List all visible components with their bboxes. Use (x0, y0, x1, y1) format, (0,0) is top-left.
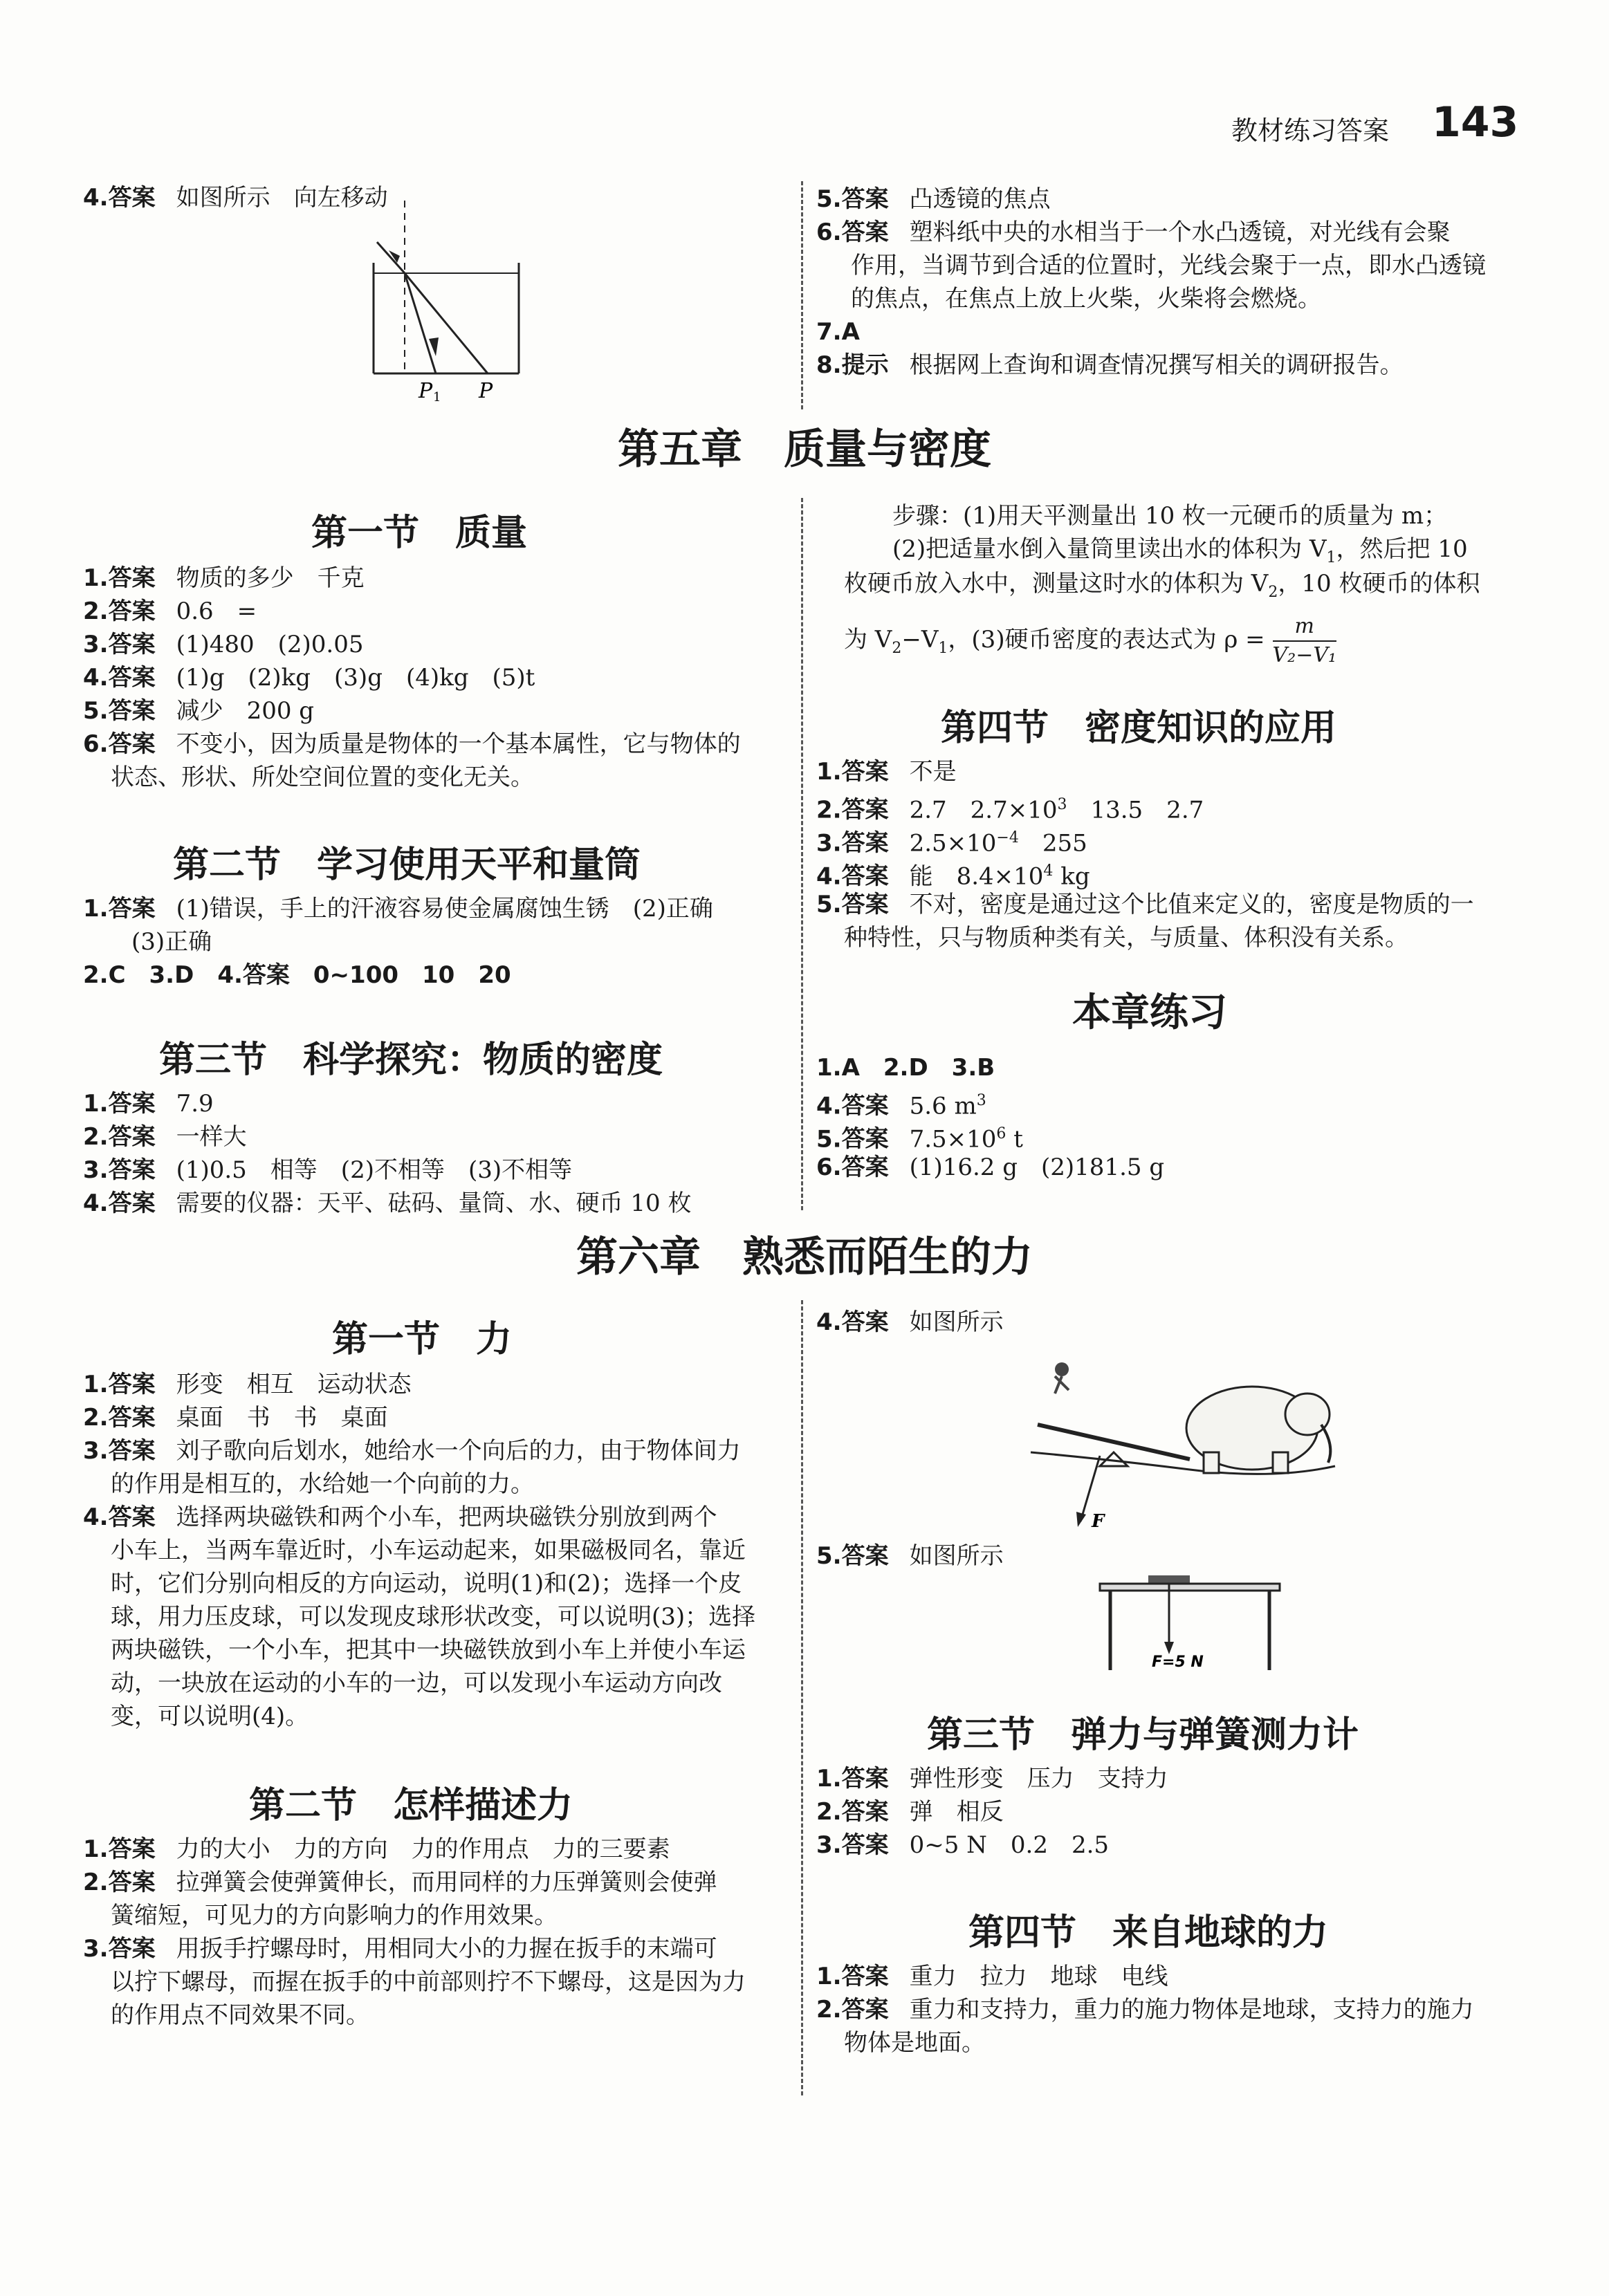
answer-line: 枚硬币放入水中，测量这时水的体积为 $V_2$，10 枚硬币的体积 (844, 570, 1480, 601)
section-title: 第四节 密度知识的应用 (941, 707, 1337, 749)
answer-line: 1.答案 弹性形变 压力 支持力 (816, 1765, 1168, 1793)
answer-line: 6.答案 (1)16.2 g (2)181.5 g (816, 1154, 1165, 1181)
answer-line: 物体是地面。 (844, 2029, 985, 2057)
answer-line: 时，它们分别向相反的方向运动，说明(1)和(2)；选择一个皮 (111, 1570, 742, 1598)
answer-line: 步骤：(1)用天平测量出 10 枚一元硬币的质量为 m； (892, 502, 1448, 530)
answer-line: 1.答案 重力 拉力 地球 电线 (816, 1963, 1168, 1990)
elephant-seesaw-figure (1024, 1349, 1342, 1528)
answer-line: 为 $V_2-V_1$，(3)硬币密度的表达式为 ρ = $\frac{m}{\text{V₂−V₁}}$ (844, 613, 1336, 669)
answer-line: 两块磁铁，一个小车，把其中一块磁铁放到小车上并使小车运 (111, 1636, 746, 1664)
column-divider (801, 1300, 803, 2095)
answer-line: 种特性，只与物质种类有关，与质量、体积没有关系。 (844, 924, 1408, 952)
answer-line: 3.答案 刘子歌向后划水，她给水一个向后的力，由于物体间力 (83, 1437, 741, 1465)
answer-line: 1.答案 7.9 (83, 1090, 214, 1118)
answer-line: 的焦点，在焦点上放上火柴，火柴将会燃烧。 (851, 285, 1321, 313)
label-p: P (479, 379, 493, 401)
answer-line: 的作用点不同效果不同。 (111, 2001, 369, 2029)
answer-line: 6.答案 不变小，因为质量是物体的一个基本属性，它与物体的 (83, 730, 741, 758)
answer-line: 作用，当调节到合适的位置时，光线会聚于一点，即水凸透镜 (851, 252, 1486, 279)
answer-line: 2.答案 2.7 $2.7\times 10^3$ 13.5 2.7 (816, 796, 1204, 824)
section-title: 第一节 质量 (311, 512, 528, 554)
answer-line: 1.A 2.D 3.B (816, 1054, 995, 1082)
answer-line: 4.答案 需要的仪器：天平、砝码、量筒、水、硬币 10 枚 (83, 1189, 692, 1217)
section-title: 第二节 怎样描述力 (249, 1785, 573, 1826)
running-header: 教材练习答案 (1231, 115, 1390, 146)
answer-line: 以拧下螺母，而握在扳手的中前部则拧不下螺母，这是因为力 (111, 1968, 746, 1996)
answer-line: 4.答案 能 $8.4\times 10^4$ kg (816, 862, 1090, 891)
section-title: 第二节 学习使用天平和量筒 (173, 844, 641, 886)
section-title: 第一节 力 (332, 1319, 513, 1360)
answer-line: 2.答案 重力和支持力，重力的施力物体是地球，支持力的施力 (816, 1996, 1474, 2024)
answer-line: 1.答案 物质的多少 千克 (83, 564, 365, 592)
section-title: 第四节 来自地球的力 (968, 1912, 1329, 1954)
answer-line: 6.答案 塑料纸中央的水相当于一个水凸透镜，对光线有会聚 (816, 219, 1451, 246)
answer-line: 3.答案 (1)0.5 相等 (2)不相等 (3)不相等 (83, 1156, 573, 1184)
answer-line: 2.答案 拉弹簧会使弹簧伸长，而用同样的力压弹簧则会使弹 (83, 1869, 717, 1896)
answer-line: 4.答案 选择两块磁铁和两个小车，把两块磁铁分别放到两个 (83, 1503, 717, 1531)
answer-line: 的作用是相互的，水给她一个向前的力。 (111, 1470, 534, 1498)
density-fraction: $\frac{m}{\text{V₂−V₁}}$ (1272, 614, 1337, 667)
answer-line: 小车上，当两车靠近时，小车运动起来，如果磁极同名，靠近 (111, 1537, 746, 1564)
force-label: F=5 N (1152, 1654, 1204, 1671)
answer-line: 变，可以说明(4)。 (111, 1703, 309, 1730)
chapter-title: 第五章 质量与密度 (618, 425, 991, 474)
answer-line: 2.答案 桌面 书 书 桌面 (83, 1404, 388, 1432)
answer-line: 1.答案 形变 相互 运动状态 (83, 1371, 412, 1398)
answer-line: 4.答案 5.6 $m^3$ (816, 1092, 986, 1120)
answer-line: 5.答案 $7.5\times 10^6$ t (816, 1125, 1023, 1154)
force-label: F (1092, 1511, 1105, 1528)
answer-line: 1.答案 力的大小 力的方向 力的作用点 力的三要素 (83, 1835, 670, 1863)
answer-line: 7.A (816, 318, 860, 346)
answer-line: 簧缩短，可见力的方向影响力的作用效果。 (111, 1902, 558, 1929)
label-p1-sub: 1 (433, 390, 441, 401)
answer-line: 5.答案 不对，密度是通过这个比值来定义的，密度是物质的一 (816, 891, 1474, 918)
answer-line: 3.答案 用扳手拧螺母时，用相同大小的力握在扳手的末端可 (83, 1935, 717, 1963)
answer-line: 5.答案 减少 200 g (83, 697, 315, 725)
column-divider (801, 181, 803, 409)
answer-line: 2.答案 一样大 (83, 1123, 247, 1151)
answer-line: 3.答案 0~5 N 0.2 2.5 (816, 1831, 1110, 1859)
answer-line: 4.答案 (1)g (2)kg (3)g (4)kg (5)t (83, 664, 535, 692)
answer-line: 2.C 3.D 4.答案 0~100 10 20 (83, 961, 511, 989)
answer-line: 3.答案 $2.5\times 10^{-4}$ 255 (816, 829, 1087, 858)
answer-line: 状态、形状、所处空间位置的变化无关。 (111, 763, 534, 791)
answer-line: 1.答案 不是 (816, 758, 957, 786)
table-book-figure (1093, 1570, 1287, 1674)
answer-line: 3.答案 (1)480 (2)0.05 (83, 631, 364, 658)
section-title: 第三节 弹力与弹簧测力计 (927, 1714, 1359, 1756)
page-number: 143 (1432, 98, 1519, 147)
answer-line: 5.答案 凸透镜的焦点 (816, 185, 1051, 213)
section-title: 第三节 科学探究：物质的密度 (159, 1039, 663, 1081)
chapter-title: 第六章 熟悉而陌生的力 (576, 1233, 1033, 1281)
answer-line: 4.答案 如图所示 向左移动 (83, 184, 388, 212)
answer-line: 球，用力压皮球，可以发现皮球形状改变，可以说明(3)；选择 (111, 1603, 756, 1631)
answer-line: 2.答案 弹 相反 (816, 1798, 1004, 1826)
answer-line: 5.答案 如图所示 (816, 1542, 1004, 1570)
answer-line: 2.答案 0.6 = (83, 598, 257, 625)
answer-line: (2)把适量水倒入量筒里读出水的体积为 $V_1$，然后把 10 (892, 535, 1468, 566)
answer-line: 4.答案 如图所示 (816, 1308, 1004, 1336)
answer-line: 1.答案 (1)错误，手上的汗液容易使金属腐蚀生锈 (2)正确 (83, 895, 713, 923)
refraction-figure (360, 201, 533, 401)
column-divider (801, 498, 803, 1210)
section-title: 本章练习 (1072, 990, 1227, 1035)
label-p1: P (419, 379, 433, 401)
answer-line: 动，一块放在运动的小车的一边，可以发现小车运动方向改 (111, 1669, 722, 1697)
answer-line: 8.提示 根据网上查询和调查情况撰写相关的调研报告。 (816, 351, 1404, 379)
answer-line: (3)正确 (131, 928, 212, 956)
